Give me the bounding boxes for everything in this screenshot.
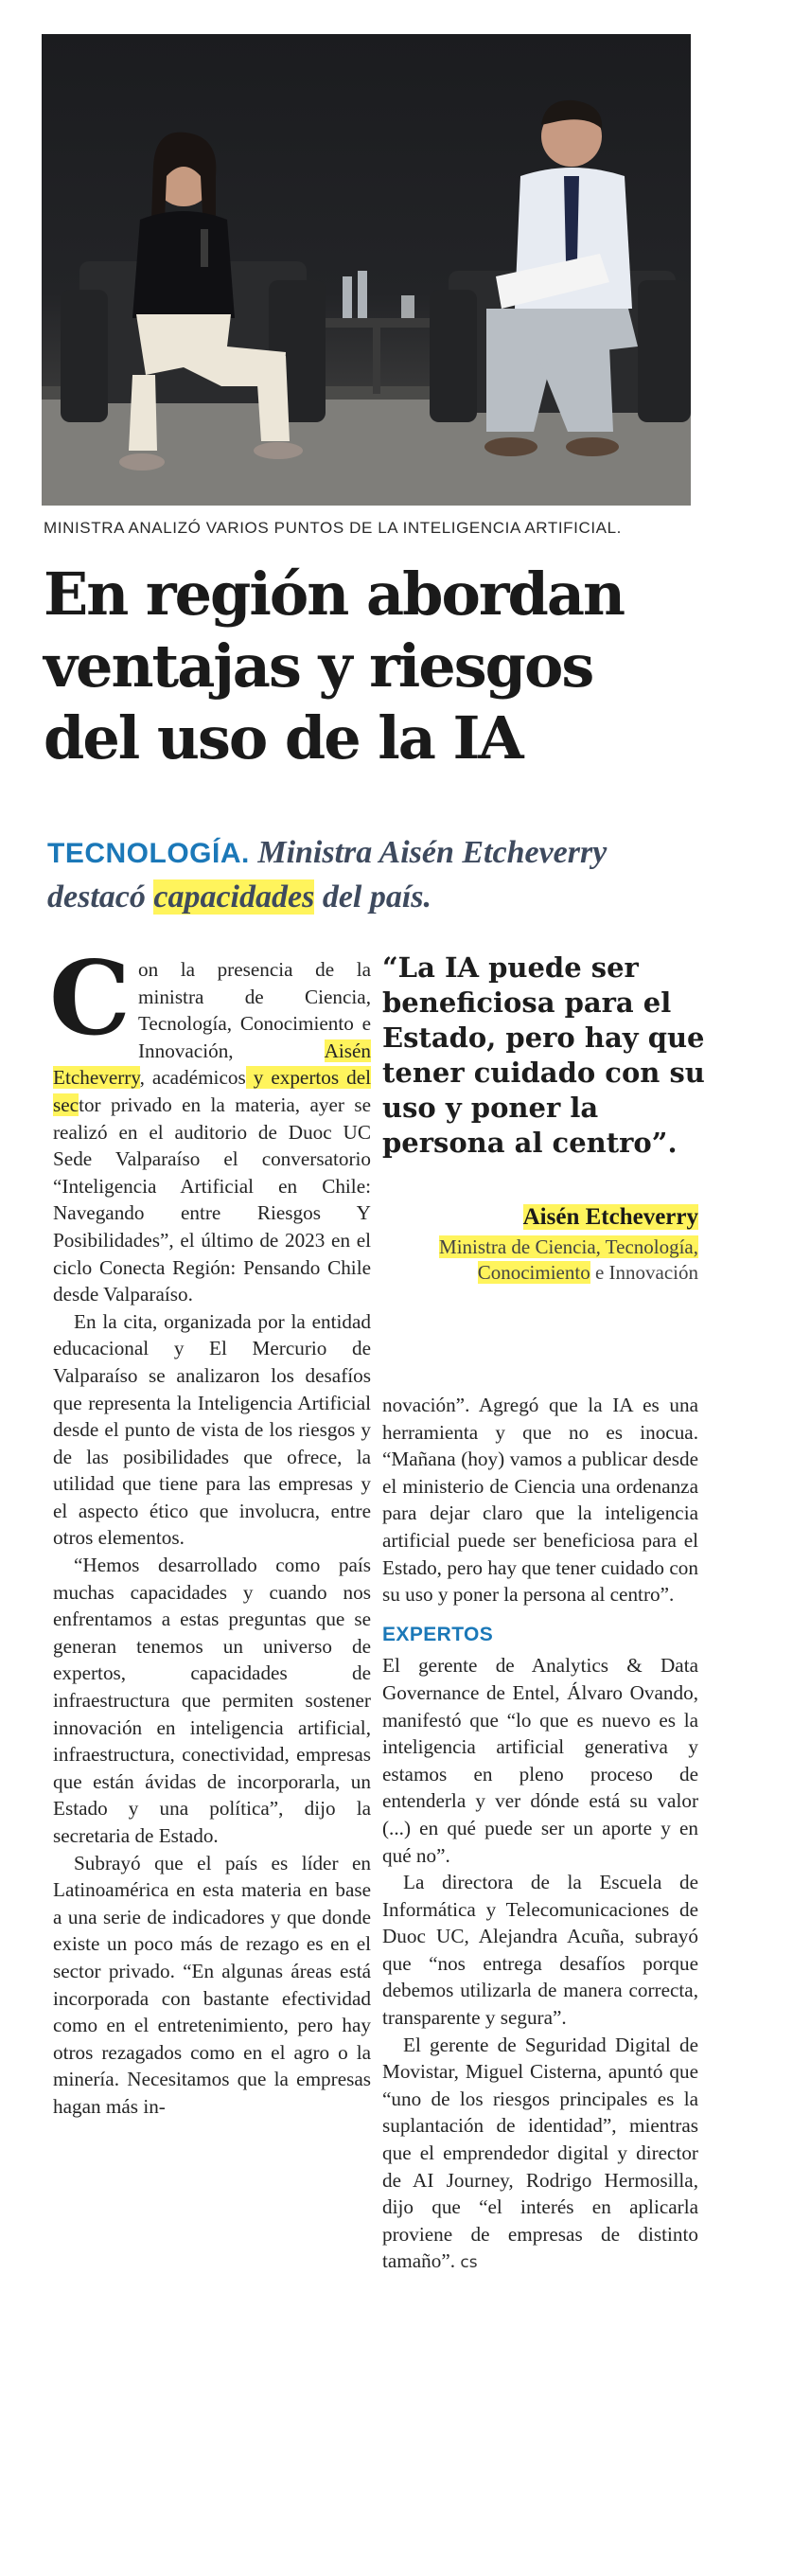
- quote-author-name: [382, 1204, 698, 1231]
- headline: [44, 559, 706, 774]
- paragraph-3: “Hemos desarrollado como país muchas capacidades y cuando nos enfrentamos a estas preguntas que se generan tenemos un universo de expertos, capacidades de infraestructura que permiten sostener innovación en inteligencia artificial, infraestructura, conectividad, empresas que están ávidas de incorporarla, un Estado y una política”, dijo la secretaria de Estado.: [53, 1554, 371, 1847]
- section-heading: EXPERTOS: [382, 1623, 494, 1645]
- paragraph-1-text-d: tor privado en la materia, ayer se realizó en el auditorio de Duoc UC Sede Valparaíso el conversatorio “Inteligencia Artificial en Chile: Navegando entre Riesgos Y Posibilidades”, el último de 2023 en el ciclo Conecta Región: Pensando Chile desde Valparaíso.: [53, 1093, 371, 1306]
- quote-role-c: e Innovación: [590, 1261, 698, 1284]
- paragraph-7: La directora de la Escuela de Informática y Telecomunicaciones de Duoc UC, Alejandra Acuña, subrayó que “nos entrega desafíos porque debemos utilizarla de manera correcta, transparente y segura”.: [382, 1871, 698, 2030]
- pull-quote: “La IA puede ser beneficiosa para el Estado, pero hay que tener cuidado con su uso y poner la persona al centro”.: [382, 951, 705, 1159]
- section-kicker: TECNOLOGÍA.: [47, 838, 250, 869]
- paragraph-5: novación”. Agregó que la IA es una herramienta y que no es inocua. “Mañana (hoy) vamos a publicar desde el ministerio de Ciencia una ordenanza para dejar claro que la inteligencia artificial puede ser beneficiosa para el Estado, pero hay que tener cuidado con su uso y poner la persona al centro”.: [382, 1394, 698, 1607]
- subhead-highlight: capacidades: [153, 879, 315, 915]
- paragraph-1-name-highlight: Aisén Etcheverry: [53, 1039, 371, 1090]
- paragraph-8-text: El gerente de Seguridad Digital de Movistar, Miguel Cisterna, apuntó que “uno de los riesgos principales es la suplantación de identidad”, mientras que el emprendedor digital y director de AI Journey, Rodrigo Hermosilla, dijo que “el interés en aplicarla proviene de empresas de distinto tamaño”.: [382, 2033, 698, 2273]
- quote-role-b: Conocimiento: [477, 1261, 590, 1284]
- quote-author-role: [382, 1235, 698, 1286]
- subheadline: [47, 831, 729, 919]
- quote-author-highlight: Aisén Etcheverry: [522, 1204, 698, 1230]
- article-photo: [42, 34, 691, 506]
- headline-line-2: ventajas y riesgos: [44, 631, 593, 701]
- paragraph-1: [49, 939, 371, 1308]
- stage-scene-illustration: [42, 34, 691, 506]
- paragraph-8: [382, 2032, 698, 2277]
- subhead-text-d: del país.: [314, 879, 432, 915]
- subhead-text-b: destacó: [47, 879, 154, 915]
- headline-line-1: En región abordan: [44, 560, 625, 629]
- end-mark-icon: cs: [460, 2253, 478, 2273]
- quote-attribution: [382, 1204, 698, 1286]
- subhead-text-a: Ministra Aisén Etcheverry: [249, 835, 608, 870]
- paragraph-1-text-b: , académicos: [139, 1066, 246, 1090]
- paragraph-4: Subrayó que el país es líder en Latinoamérica en esta materia en base a una serie de indicadores y que donde existe un poco más de rezago es en el sector privado. “En algunas áreas está incorporada con bastante efectividad como en el entretenimiento, pero hay otros rezagados como en el agro o la minería. Necesitamos que la empresas hagan más in-: [53, 1851, 371, 2118]
- article-column-right: [382, 1392, 698, 2277]
- paragraph-2: En la cita, organizada por la entidad educacional y El Mercurio de Valparaíso se analizaron los desafíos que representa la Inteligencia Artificial desde el punto de vista de los riesgos y de las posibilidades que ofrece, la utilidad que tiene para las empresas y el aspecto ético que involucra, entre otros elementos.: [53, 1309, 371, 1550]
- paragraph-1-highlight: y expertos del sec: [53, 1066, 371, 1116]
- photo-caption: MINISTRA ANALIZÓ VARIOS PUNTOS DE LA INTELIGENCIA ARTIFICIAL.: [44, 519, 622, 537]
- drop-cap: C: [49, 939, 131, 1058]
- paragraph-6: El gerente de Analytics & Data Governance de Entel, Álvaro Ovando, manifestó que “lo que es nuevo es la inteligencia artificial generativa y estamos en pleno proceso de entenderla y ver dónde está su valor (...) en qué puede ser un aporte y en qué no”.: [382, 1654, 698, 1867]
- paragraph-1-text-a: on la presencia de la ministra de Ciencia, Tecnología, Conocimiento e Innovación,: [137, 958, 371, 1062]
- article-column-left: [49, 939, 371, 2121]
- headline-line-3: del uso de la IA: [44, 703, 522, 773]
- quote-role-a: Ministra de Ciencia, Tecnología,: [439, 1235, 698, 1258]
